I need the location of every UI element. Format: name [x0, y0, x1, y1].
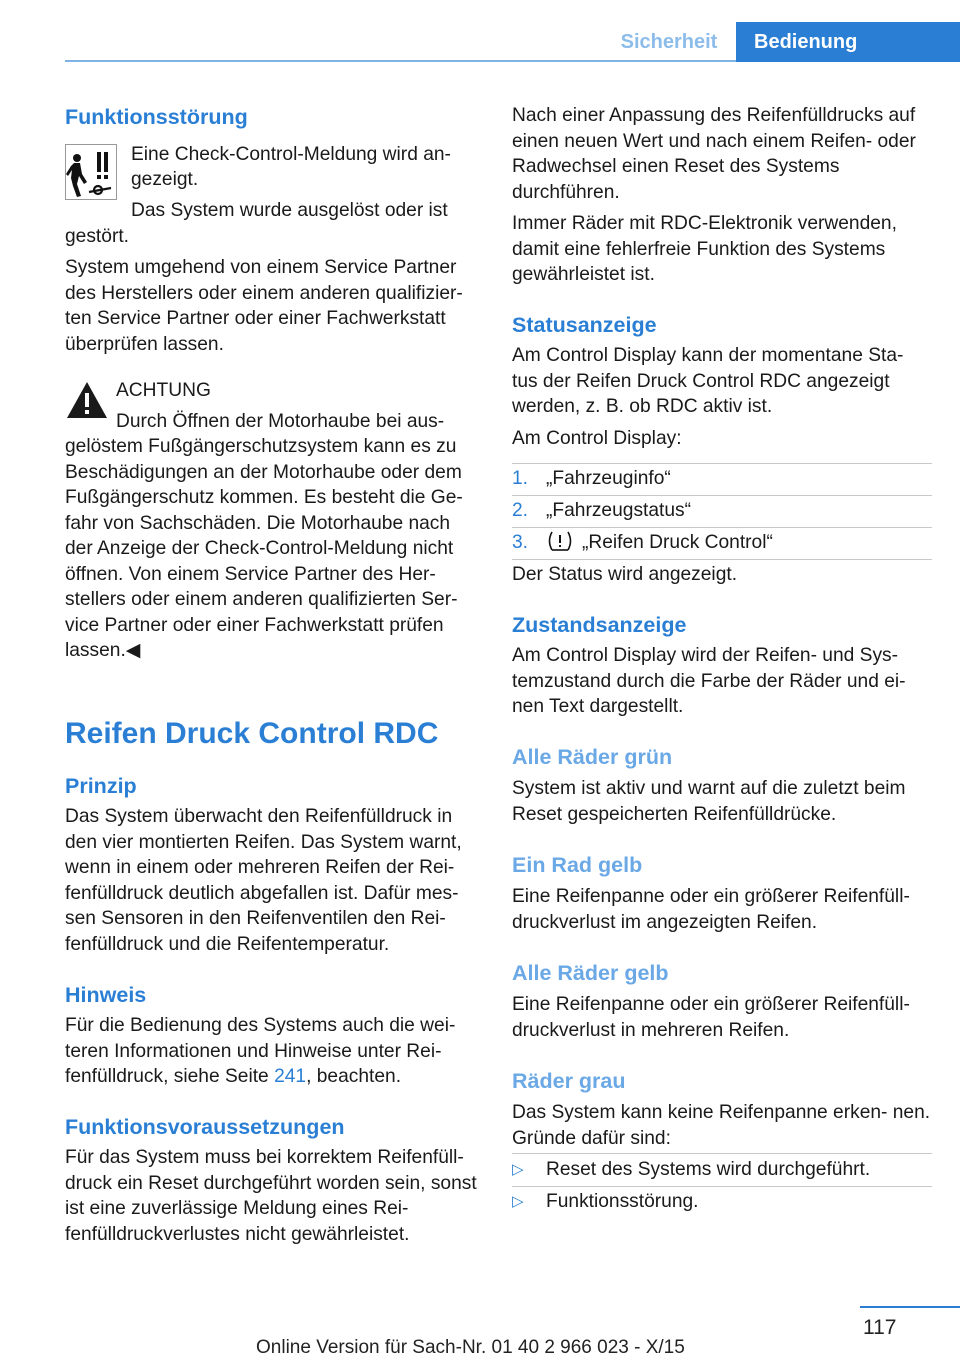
list-divider — [512, 527, 932, 528]
ein-rad-gelb-heading: Ein Rad gelb — [512, 853, 643, 877]
system-ausgeloest-line1: Das System wurde ausgelöst oder ist — [131, 200, 448, 221]
list-item — [512, 498, 691, 524]
status-result: Der Status wird angezeigt. — [512, 564, 738, 585]
online-version-footer: Online Version für Sach-Nr. 01 40 2 966 023 - X/15 — [256, 1337, 685, 1358]
list-divider — [512, 559, 932, 560]
list-item — [512, 466, 671, 492]
menu-fahrzeuginfo[interactable]: „Fahrzeuginfo“ — [546, 468, 671, 489]
service-paragraph: System umgehend von einem Service Partner des Herstellers oder einem anderen qualifizier‐ ten Service Partner oder einer Fachwerkstatt überprüfen lassen. — [65, 257, 463, 355]
alle-raeder-gelb-paragraph: Eine Reifenpanne oder ein größerer Reifenfüll‐ druckverlust in mehreren Reifen. — [512, 994, 910, 1041]
bullet-marker: ▷ — [512, 1193, 524, 1210]
hinweis-heading: Hinweis — [65, 983, 147, 1007]
page-241-link[interactable]: 241 — [274, 1066, 307, 1087]
achtung-line1: Durch Öffnen der Motorhaube bei aus‐ — [116, 411, 445, 432]
check-control-line2: gezeigt. — [131, 169, 199, 190]
hinweis-text-a: Für die Bedienung des Systems auch die wei‐ teren Informationen und Hinweise unter Rei‐ fenfülldruck, siehe Seite — [65, 1015, 456, 1087]
anpassung-paragraph: Nach einer Anpassung des Reifenfülldrucks auf einen neuen Wert und nach einem Reifen- oder Radwechsel einen Reset des Systems durchführen. — [512, 105, 916, 203]
menu-reifen-druck-control[interactable]: „Reifen Druck Control“ — [582, 532, 773, 553]
bullet-item — [512, 1157, 870, 1183]
alle-raeder-gruen-paragraph: System ist aktiv und warnt auf die zuletzt beim Reset gespeicherten Reifenfülldrücke. — [512, 778, 906, 825]
raeder-grau-paragraph: Das System kann keine Reifenpanne erken‐ nen. Gründe dafür sind: — [512, 1102, 931, 1149]
list-number: 3. — [512, 532, 529, 553]
hinweis-paragraph — [65, 1013, 481, 1090]
list-divider — [512, 463, 932, 464]
hinweis-text-b: , beachten. — [306, 1066, 402, 1087]
page-number: 117 — [863, 1316, 897, 1339]
tab-sicherheit[interactable]: Sicherheit — [620, 30, 718, 53]
list-item — [512, 530, 773, 556]
prinzip-paragraph: Das System überwacht den Reifenfülldruck in den vier montierten Reifen. Das System warnt, wenn in einem oder mehreren Reifen der Rei‐ fenfülldruck deutlich abgefallen ist. Dafür mes‐ sen Sensoren in den Reifenventilen den Rei‐ fenfülldruck und die Reifentemperatur. — [65, 806, 462, 955]
list-number: 2. — [512, 500, 529, 521]
statusanzeige-paragraph: Am Control Display kann der momentane Sta‐ tus der Reifen Druck Control RDC angezeigt werden, z. B. ob RDC aktiv ist. — [512, 345, 904, 417]
achtung-label: ACHTUNG — [116, 380, 211, 401]
funktionsvoraussetzungen-paragraph: Für das System muss bei korrektem Reifenfüll‐ druck ein Reset durchgeführt worden sein, sonst ist eine zuverlässige Meldung eines Rei‐ fenfülldruckverlustes nicht gewährleistet. — [65, 1147, 477, 1245]
bullet-text: Funktionsstörung. — [546, 1191, 699, 1212]
raeder-paragraph: Immer Räder mit RDC-Elektronik verwenden, damit eine fehlerfreie Funktion des Systems gewährleistet ist. — [512, 213, 897, 285]
zustandsanzeige-paragraph: Am Control Display wird der Reifen- und Sys‐ temzustand durch die Farbe der Räder und ei‐ nen Text dargestellt. — [512, 645, 906, 717]
bullet-item — [512, 1189, 699, 1215]
warning-triangle-icon — [65, 380, 109, 420]
ein-rad-gelb-paragraph: Eine Reifenpanne oder ein größerer Reifenfüll‐ druckverlust im angezeigten Reifen. — [512, 886, 910, 933]
zustandsanzeige-heading: Zustandsanzeige — [512, 613, 687, 637]
alle-raeder-gelb-heading: Alle Räder gelb — [512, 961, 669, 985]
alle-raeder-gruen-heading: Alle Räder grün — [512, 745, 673, 769]
check-control-line1: Eine Check-Control-Meldung wird an‐ — [131, 144, 451, 165]
tire-pressure-warning-icon — [546, 530, 576, 552]
tab-bedienung[interactable]: Bedienung — [736, 22, 960, 62]
achtung-paragraph: gelöstem Fußgängerschutzsystem kann es zu Beschädigungen an der Motorhaube oder dem Fußgängerschutz kommen. Es besteht die Ge‐ fahr von Sachschäden. Die Motorhaube nach der Anzeige der Check-Control-Meldung nicht öffnen. Von einem Service Partner des Her‐ stellers oder einem anderen qualifizierten Ser‐ vice Partner oder einer Fachwerkstatt prüfen lassen.◀ — [65, 436, 463, 661]
control-display-label: Am Control Display: — [512, 428, 682, 449]
list-divider — [512, 1186, 932, 1187]
bullet-marker: ▷ — [512, 1161, 524, 1178]
bullet-text: Reset des Systems wird durchgeführt. — [546, 1159, 871, 1180]
funktionsvoraussetzungen-heading: Funktionsvoraussetzungen — [65, 1115, 345, 1139]
funktionsstoerung-heading: Funktionsstörung — [65, 105, 248, 129]
footer-rule — [860, 1306, 960, 1308]
rdc-title: Reifen Druck Control RDC — [65, 717, 439, 750]
menu-fahrzeugstatus[interactable]: „Fahrzeugstatus“ — [546, 500, 692, 521]
list-divider — [512, 495, 932, 496]
statusanzeige-heading: Statusanzeige — [512, 313, 657, 337]
system-ausgeloest-line2: gestört. — [65, 226, 129, 247]
pedestrian-protection-icon — [65, 144, 117, 200]
prinzip-heading: Prinzip — [65, 774, 137, 798]
list-divider — [512, 1153, 932, 1154]
list-number: 1. — [512, 468, 529, 489]
raeder-grau-heading: Räder grau — [512, 1069, 626, 1093]
